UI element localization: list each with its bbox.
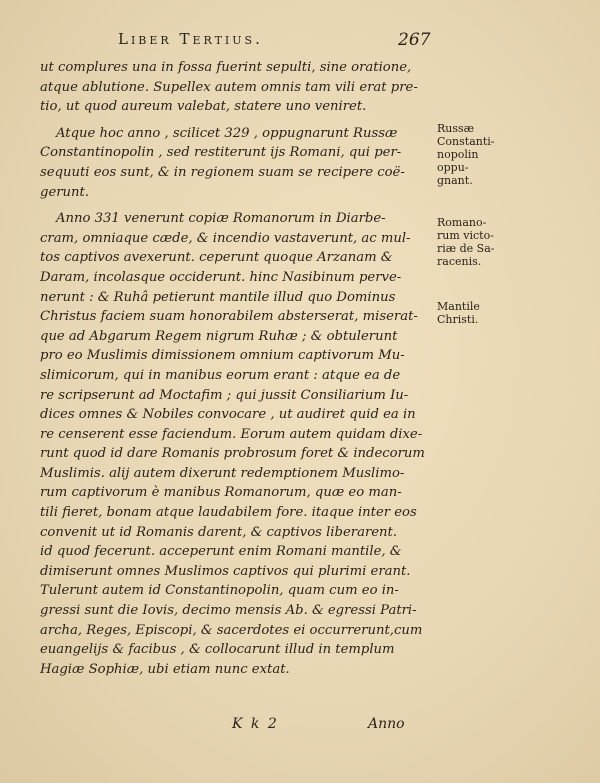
text-line: rum captivorum è manibus Romanorum, quæ eo man- bbox=[40, 485, 402, 501]
text-line: Constantinopolin , sed restiterunt ijs Romani, qui per- bbox=[40, 145, 402, 161]
text-line: Daram, incolasque occiderunt. hinc Nasibinum perve- bbox=[40, 269, 402, 285]
margin-note-romanorum bbox=[437, 216, 494, 268]
margin-note-line: Russæ bbox=[437, 122, 474, 135]
text-line: pro eo Muslimis dimissionem omnium captivorum Mu- bbox=[40, 348, 405, 364]
text-line: Tulerunt autem id Constantinopolin, quam cum eo in- bbox=[40, 583, 399, 599]
margin-note-line: gnant. bbox=[437, 174, 473, 187]
main-text-block bbox=[40, 58, 432, 679]
margin-note-line: rum victo- bbox=[437, 229, 494, 242]
text-line: gerunt. bbox=[40, 184, 90, 200]
text-line: Christus faciem suam honorabilem absterserat, miserat- bbox=[40, 309, 418, 325]
margin-note-line: oppu- bbox=[437, 161, 469, 174]
text-line: dices omnes & Nobiles convocare , ut audiret quid ea in bbox=[40, 407, 416, 423]
running-head: Liber Tertius. bbox=[118, 30, 263, 48]
margin-note-russae bbox=[437, 122, 495, 187]
text-line: runt quod id dare Romanis probrosum foret & indecorum bbox=[40, 446, 425, 462]
text-line: Muslimis. alij autem dixerunt redemptionem Muslimo- bbox=[40, 465, 405, 481]
text-line: que ad Abgarum Regem nigrum Ruhæ ; & obtulerunt bbox=[40, 328, 398, 344]
margin-note-line: Romano- bbox=[437, 216, 487, 229]
margin-note-line: Constanti- bbox=[437, 135, 495, 148]
text-line: cram, omniaque cæde, & incendio vastaverunt, ac mul- bbox=[40, 230, 411, 246]
text-line: tos captivos avexerunt. ceperunt quoque Arzanam & bbox=[40, 250, 393, 266]
margin-note-line: Christi. bbox=[437, 313, 479, 326]
margin-note-line: nopolin bbox=[437, 148, 479, 161]
paragraph-start-line: Anno 331 venerunt copiæ Romanorum in Diarbe- bbox=[56, 211, 386, 227]
margin-note-line: Mantile bbox=[437, 300, 480, 313]
text-line: ut complures una in fossa fuerint sepulti, sine oratione, bbox=[40, 60, 412, 75]
text-line: euangelijs & facibus , & collocarunt illud in templum bbox=[40, 642, 395, 658]
text-line: archa, Reges, Episcopi, & sacerdotes ei occurrerunt,cum bbox=[40, 622, 423, 638]
text-line: nerunt : & Ruhâ petierunt mantile illud quo Dominus bbox=[40, 289, 396, 305]
text-line: re censerent esse faciendum. Eorum autem quidam dixe- bbox=[40, 426, 423, 442]
text-line: Hagiæ Sophiæ, ubi etiam nunc extat. bbox=[40, 661, 290, 677]
margin-note-line: racenis. bbox=[437, 255, 482, 268]
catchword: Anno bbox=[368, 716, 405, 732]
text-line: slimicorum, qui in manibus eorum erant : atque ea de bbox=[40, 367, 401, 383]
margin-note-mantile bbox=[437, 300, 480, 326]
text-line: dimiserunt omnes Muslimos captivos qui plurimi erant. bbox=[40, 563, 411, 579]
text-line: convenit ut id Romanis darent, & captivos liberarent. bbox=[40, 524, 398, 540]
signature-mark: K k 2 bbox=[232, 716, 279, 732]
text-line: atque ablutione. Supellex autem omnis tam vili erat pre- bbox=[40, 79, 418, 95]
margin-note-line: riæ de Sa- bbox=[437, 242, 495, 255]
text-line: re scripserunt ad Moctafim ; qui jussit Consiliarium Iu- bbox=[40, 387, 409, 403]
text-line: id quod fecerunt. acceperunt enim Romani mantile, & bbox=[40, 544, 402, 560]
page-number: 267 bbox=[398, 30, 431, 50]
text-line: tio, ut quod aureum valebat, statere uno veniret. bbox=[40, 99, 367, 115]
text-line: sequuti eos sunt, & in regionem suam se recipere coë- bbox=[40, 164, 405, 180]
text-line: tili fieret, bonam atque laudabilem fore. itaque inter eos bbox=[40, 505, 417, 521]
paragraph-start-line: Atque hoc anno , scilicet 329 , oppugnarunt Russæ bbox=[56, 125, 398, 141]
text-line: gressi sunt die Iovis, decimo mensis Ab. & egressi Patri- bbox=[40, 603, 417, 619]
